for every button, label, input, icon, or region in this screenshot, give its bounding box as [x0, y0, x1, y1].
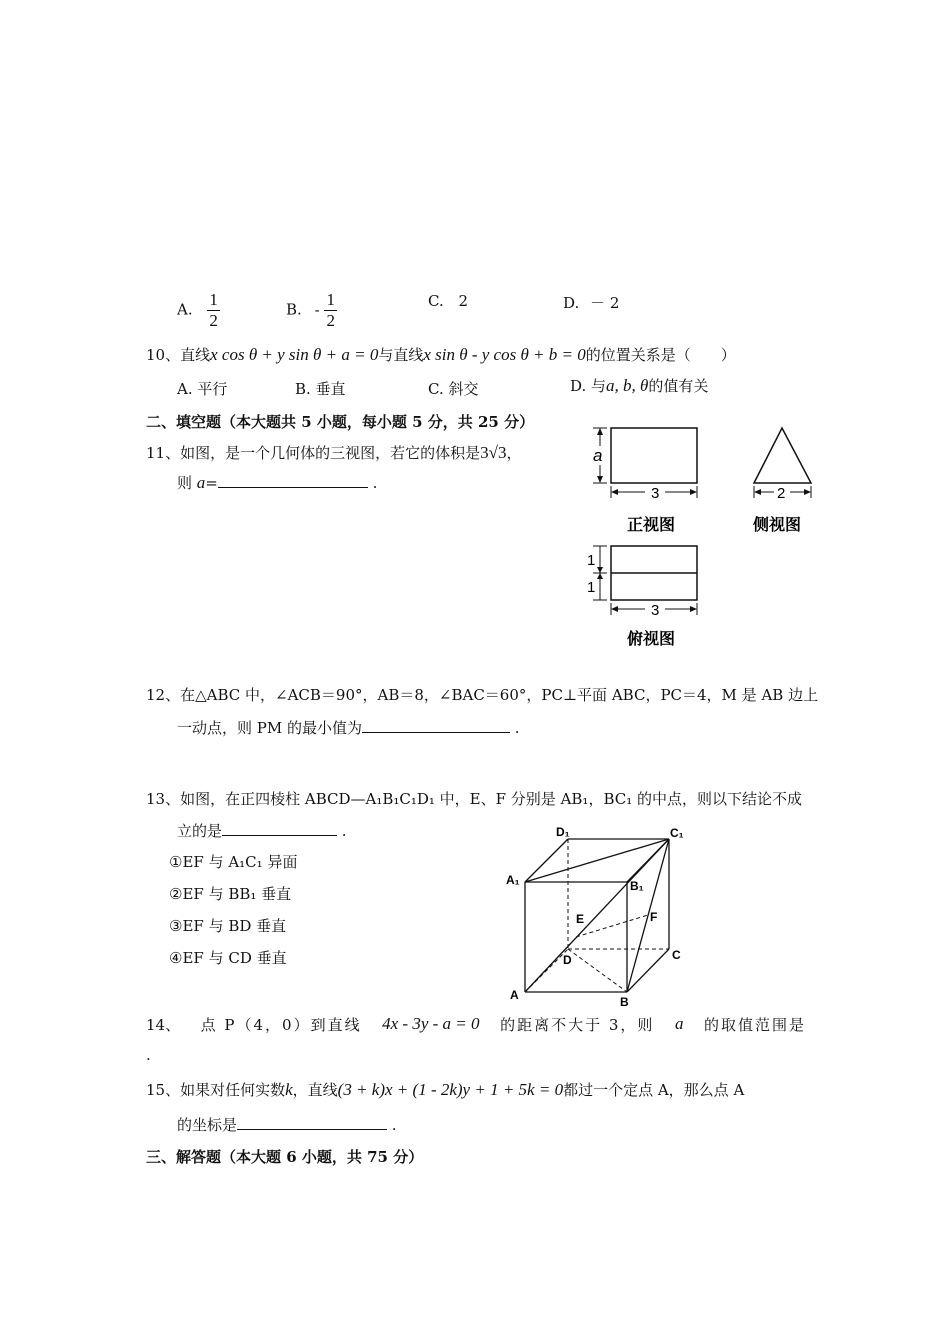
q13-item-3: ③EF 与 BD 垂直 — [169, 917, 287, 935]
section-2-title: 二、填空题（本大题共 5 小题，每小题 5 分，共 25 分） — [146, 413, 535, 431]
q10-option-b: B. 垂直 — [295, 380, 346, 398]
question-10: 10、直线x cos θ + y sin θ + a = 0与直线x sin θ - y cos θ + b = 0的位置关系是（ ） — [146, 345, 736, 364]
top-dim-2-label: 1 — [587, 579, 596, 596]
q9-option-b: B. - $\frac{1}{2}$ — [286, 290, 335, 330]
q11-volume: 3√3 — [480, 443, 507, 462]
q13-item-4: ④EF 与 CD 垂直 — [169, 949, 287, 967]
question-15: 15、如果对任何实数k，直线(3 + k)x + (1 - 2k)y + 1 + 5k = 0都过一个定点 A，那么点 A — [146, 1080, 745, 1099]
q10-option-a: A. 平行 — [177, 380, 228, 398]
q14-equation: 4x - 3y - a = 0 — [382, 1014, 480, 1033]
prism-edges — [525, 839, 669, 992]
side-width-label: 2 — [777, 485, 786, 502]
top-width-label: 3 — [651, 602, 660, 619]
q15-answer-line: 的坐标是 . — [177, 1116, 397, 1134]
q13-item-2: ②EF 与 BB₁ 垂直 — [169, 885, 292, 903]
q11-answer-blank[interactable] — [218, 473, 368, 488]
label-a1: A₁ — [506, 873, 520, 887]
label-d: D — [563, 953, 572, 967]
label-d1: D₁ — [556, 825, 570, 839]
q10-option-d: D. 与a, b, θ的值有关 — [570, 376, 709, 395]
q15-answer-blank[interactable] — [237, 1115, 387, 1130]
q12-answer-blank[interactable] — [362, 718, 510, 733]
front-height-label: a — [593, 446, 603, 465]
q9-option-a: A. $\frac{1}{2}$ — [177, 290, 218, 330]
q14-end: . — [146, 1046, 151, 1064]
q12-answer-line: 一动点，则 PM 的最小值为 . — [177, 719, 520, 737]
question-13: 13、如图，在正四棱柱 ABCD—A₁B₁C₁D₁ 中，E、F 分别是 AB₁，BC₁ 的中点，则以下结论不成 — [146, 790, 803, 808]
q9-option-b-fraction: $\frac{1}{2}$ — [326, 290, 335, 330]
q15-equation: (3 + k)x + (1 - 2k)y + 1 + 5k = 0 — [337, 1080, 564, 1099]
side-view — [752, 428, 811, 534]
label-c1: C₁ — [670, 826, 684, 840]
question-11: 11、如图，是一个几何体的三视图，若它的体积是3√3， — [146, 443, 522, 462]
label-f: F — [650, 910, 658, 924]
front-view-label: 正视图 — [627, 517, 676, 534]
top-view — [587, 546, 697, 648]
label-e: E — [576, 912, 585, 926]
label-b1: B₁ — [630, 879, 644, 893]
question-12: 12、在△ABC 中，∠ACB＝90°，AB＝8，∠BAC＝60°，PC⊥平面 ABC，PC＝4，M 是 AB 边上 — [146, 686, 819, 704]
q13-answer-line: 立的是 . — [177, 822, 347, 840]
q9-option-c: C. 2 — [428, 292, 469, 310]
label-c: C — [672, 948, 681, 962]
front-view — [593, 428, 697, 534]
q10-option-c: C. 斜交 — [428, 380, 479, 398]
q10-equation-1: x cos θ + y sin θ + a = 0 — [210, 345, 379, 364]
three-view-diagram — [575, 418, 835, 653]
prism-diagram — [500, 822, 700, 1012]
front-width-label: 3 — [651, 485, 660, 502]
question-14: 14、 点 P（4，0）到直线 4x - 3y - a = 0 的距离不大于 3，则 a 的取值范围是 — [146, 1014, 806, 1034]
top-view-label: 俯视图 — [627, 631, 676, 648]
q9-option-a-fraction: $\frac{1}{2}$ — [209, 290, 218, 330]
label-a: A — [510, 988, 519, 1002]
side-view-label: 侧视图 — [753, 517, 802, 534]
top-dim-1-label: 1 — [587, 552, 596, 569]
section-3-title: 三、解答题（本大题 6 小题，共 75 分） — [146, 1148, 424, 1166]
q10-equation-2: x sin θ - y cos θ + b = 0 — [423, 345, 586, 364]
label-b: B — [620, 995, 629, 1009]
q13-answer-blank[interactable] — [222, 821, 337, 836]
q11-answer-line: 则 a= . — [177, 473, 378, 492]
q9-option-d: D. － 2 — [563, 294, 620, 312]
q13-item-1: ①EF 与 A₁C₁ 异面 — [169, 853, 298, 871]
